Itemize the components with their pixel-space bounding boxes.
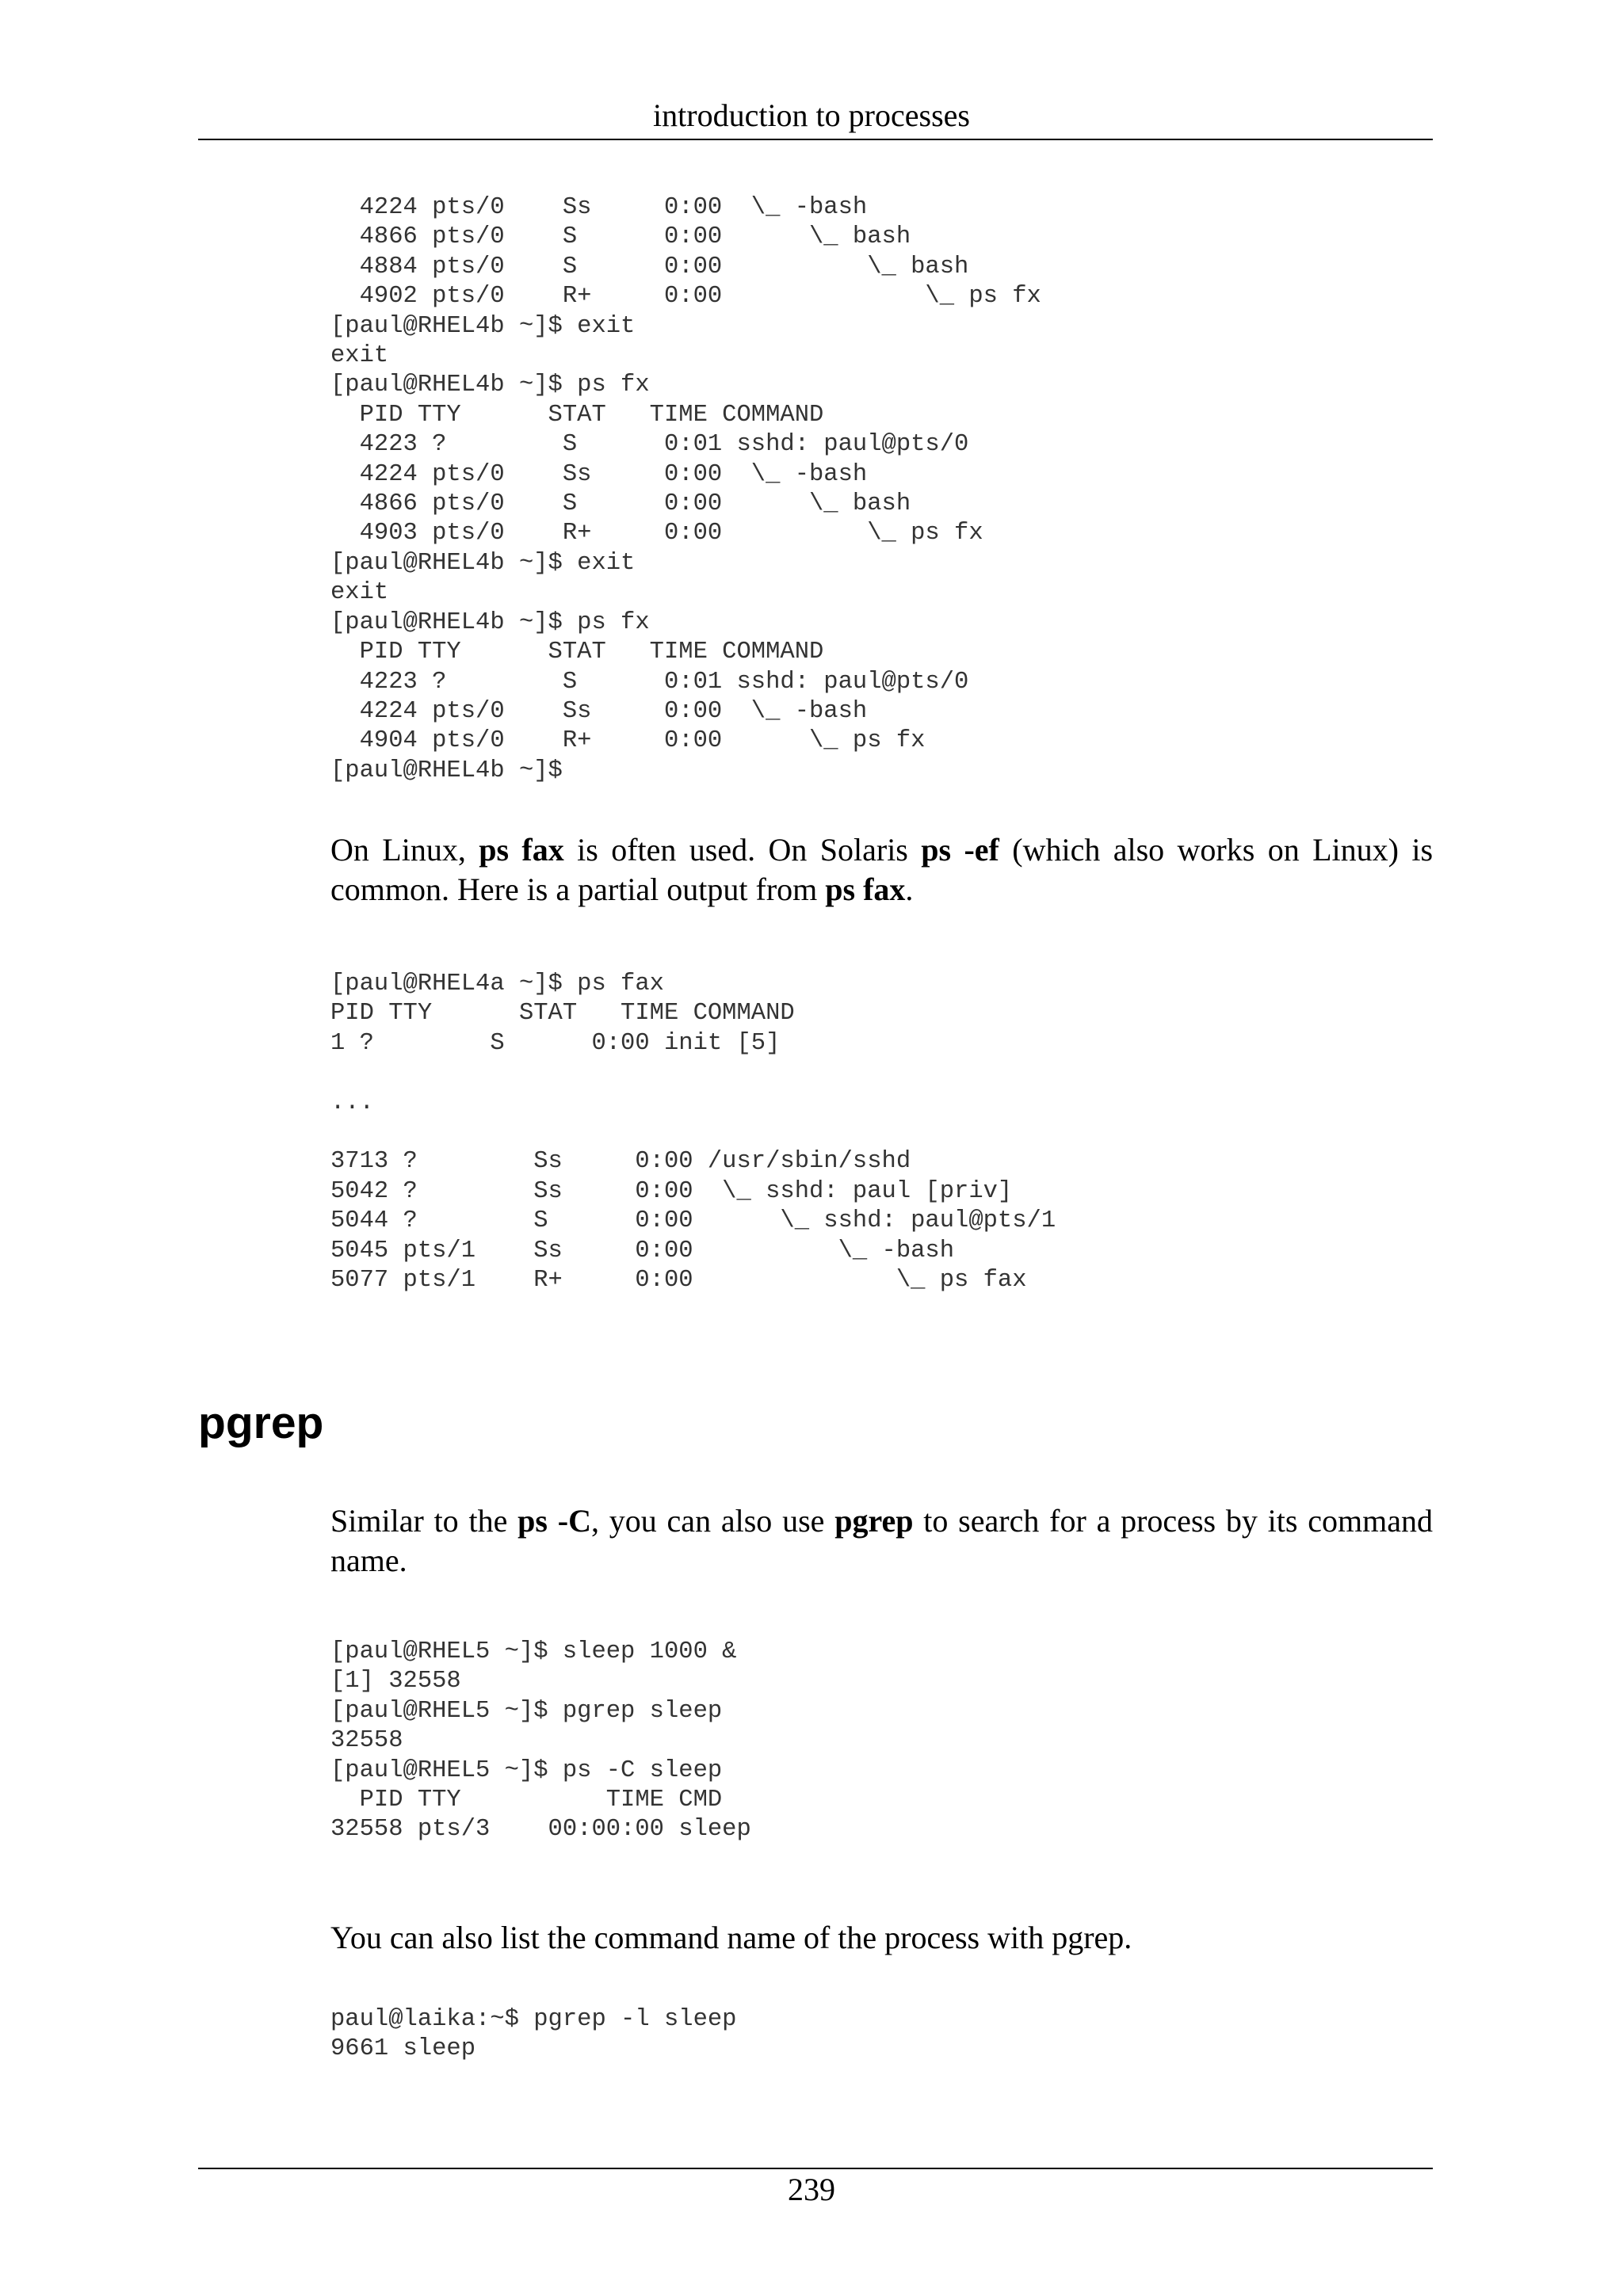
code-block-pgrep-sleep: [paul@RHEL5 ~]$ sleep 1000 & [1] 32558 [paul@RHEL5 ~]$ pgrep sleep 32558 [paul@RHEL5 ~]$ ps -C sleep PID TTY TIME CMD 32558 pts/3 00:00:00 sleep — [330, 1638, 751, 1844]
inline-command: ps fax — [825, 871, 906, 907]
paragraph-text: is often used. On Solaris — [563, 832, 922, 868]
inline-command: pgrep — [834, 1503, 914, 1539]
paragraph-text: to search for a process by its command name. — [330, 1503, 1433, 1578]
paragraph-pgrep-intro — [330, 1501, 1433, 1581]
section-heading-pgrep: pgrep — [198, 1398, 324, 1448]
code-block-ps-fax: [paul@RHEL4a ~]$ ps fax PID TTY STAT TIME COMMAND 1 ? S 0:00 init [5] ... 3713 ? Ss 0:00 /usr/sbin/sshd 5042 ? Ss 0:00 \_ sshd: paul [priv] 5044 ? S 0:00 \_ sshd: paul@pts/1 5045 pts/1 Ss 0:00 \_ -bash 5077 pts/1 R+ 0:00 \_ ps fax — [330, 971, 1056, 1295]
inline-command: ps fax — [479, 832, 564, 868]
page-number: 239 — [788, 2172, 835, 2207]
code-block-pgrep-l: paul@laika:~$ pgrep -l sleep 9661 sleep — [330, 2006, 737, 2063]
code-block-ps-fx: 4224 pts/0 Ss 0:00 \_ -bash 4866 pts/0 S 0:00 \_ bash 4884 pts/0 S 0:00 \_ bash 4902 pts/0 R+ 0:00 \_ ps fx [paul@RHEL4b ~]$ exit exit [paul@RHEL4b ~]$ ps fx PID TTY STAT TIME COMMAND 4223 ? S 0:01 sshd: paul@pts/0 4224 pts/0 Ss 0:00 \_ -bash 4866 pts/0 S 0:00 \_ bash 4903 pts/0 R+ 0:00 \_ ps fx [paul@RHEL4b ~]$ exit exit [paul@RHEL4b ~]$ ps fx PID TTY STAT TIME COMMAND 4223 ? S 0:01 sshd: paul@pts/0 4224 pts/0 Ss 0:00 \_ -bash 4904 pts/0 R+ 0:00 \_ ps fx [paul@RHEL4b ~]$ — [330, 194, 1041, 784]
paragraph-ps-fax — [330, 830, 1433, 910]
header-divider — [198, 139, 1433, 140]
footer-divider — [198, 2168, 1433, 2169]
paragraph-text: (which also works on Linux) is common. Here is a partial output from — [330, 832, 1434, 907]
paragraph-text: . — [905, 871, 914, 907]
inline-command: ps -ef — [921, 832, 999, 868]
paragraph-text: On Linux, — [330, 832, 479, 868]
paragraph-text: , you can also use — [590, 1503, 835, 1539]
running-header: introduction to processes — [653, 97, 970, 133]
paragraph-pgrep-list: You can also list the command name of the process with pgrep. — [330, 1920, 1132, 1955]
inline-command: ps -C — [517, 1503, 591, 1539]
paragraph-text: Similar to the — [330, 1503, 518, 1539]
